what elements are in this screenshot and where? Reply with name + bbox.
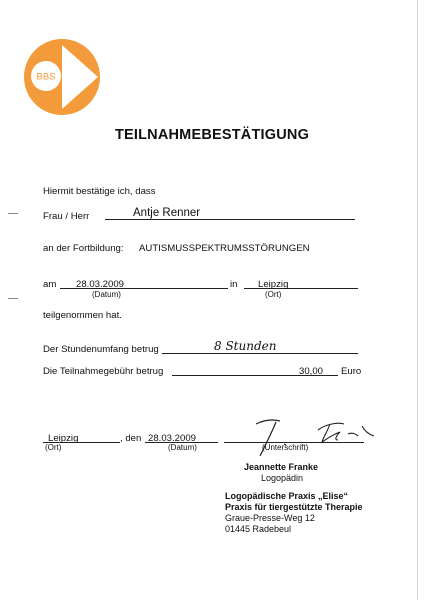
- document-title: TEILNAHMEBESTÄTIGUNG: [114, 127, 310, 143]
- handwritten-signature: [236, 414, 376, 460]
- sign-place-value: Leipzig: [48, 433, 79, 444]
- hours-line: [162, 353, 358, 354]
- den-label: , den: [120, 433, 142, 444]
- practice-subtitle: Praxis für tiergestützte Therapie: [225, 502, 363, 512]
- hours-label: Der Stundenumfang betrug: [43, 344, 159, 355]
- name-label: Frau / Herr: [43, 211, 90, 222]
- practice-name: Logopädische Praxis „Elise“: [225, 491, 349, 501]
- sign-date-value: 28.03.2009: [148, 433, 197, 444]
- intro-text: Hiermit bestätige ich, dass: [43, 186, 156, 197]
- name-value: Antje Renner: [133, 207, 201, 219]
- practice-city: 01445 Radebeul: [225, 524, 292, 534]
- course-value: AUTISMUSSPEKTRUMSSTÖRUNGEN: [139, 243, 310, 254]
- signature-caption: (Unterschrift): [262, 443, 309, 452]
- margin-mark: [8, 213, 18, 214]
- signer-name: Jeannette Franke: [244, 462, 319, 472]
- logo-text: BBS: [36, 71, 56, 83]
- date-value: 28.03.2009: [76, 279, 125, 290]
- am-label: am: [43, 279, 57, 290]
- date-caption: (Datum): [92, 290, 121, 299]
- course-label: an der Fortbildung:: [43, 243, 124, 254]
- fee-value: 30,00: [299, 366, 324, 377]
- signer-role: Logopädin: [261, 473, 304, 483]
- place-value: Leipzig: [258, 279, 289, 290]
- place-caption: (Ort): [265, 290, 282, 299]
- sign-place-caption: (Ort): [45, 443, 62, 452]
- sign-date-caption: (Datum): [168, 443, 197, 452]
- participated-text: teilgenommen hat.: [43, 310, 122, 321]
- fee-label: Die Teilnahmegebühr betrug: [43, 366, 164, 377]
- name-line: [105, 219, 355, 220]
- in-label: in: [230, 279, 238, 290]
- practice-street: Graue-Presse-Weg 12: [225, 513, 315, 523]
- fee-unit: Euro: [341, 366, 362, 377]
- page-edge: [417, 0, 418, 600]
- bbs-logo: [22, 37, 102, 117]
- hours-value: 8 Stunden: [214, 339, 277, 353]
- margin-mark: [8, 298, 18, 299]
